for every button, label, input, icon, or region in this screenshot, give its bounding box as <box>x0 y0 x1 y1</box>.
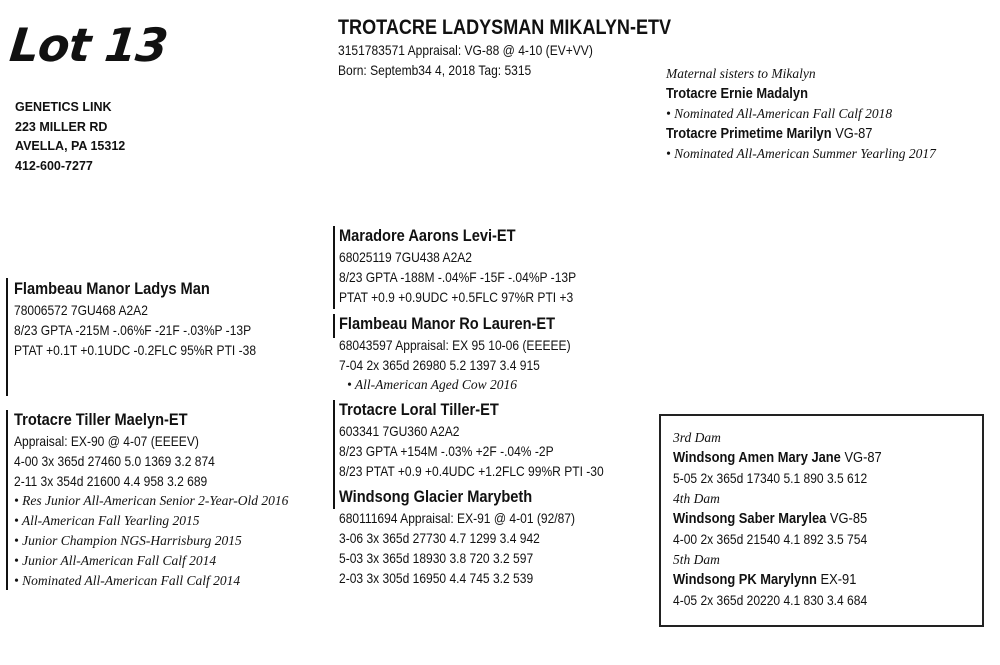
dam-note: • Junior All-American Fall Calf 2014 <box>14 553 217 568</box>
dam-dam-appraisal: 680111694 Appraisal: EX-91 @ 4-01 (92/87) <box>339 510 576 526</box>
dam-generation-score: VG-85 <box>826 510 868 527</box>
dam-generation-name <box>673 570 882 590</box>
sire-bracket-line <box>6 278 8 396</box>
sister-name <box>666 124 898 144</box>
sire-sire-id: 68025119 7GU438 A2A2 <box>339 249 473 265</box>
dam-dam-record: 5-03 3x 365d 18930 3.8 720 3.2 597 <box>339 550 534 566</box>
dam-dam-record: 2-03 3x 305d 16950 4.4 745 3.2 539 <box>339 570 534 586</box>
consignor-address: 223 MILLER RD <box>15 119 108 134</box>
consignor-phone: 412-600-7277 <box>15 158 93 173</box>
dam-generation-name-text: Windsong Amen Mary Jane <box>673 449 841 466</box>
consignor-block <box>15 98 125 176</box>
dam-generation-record: 5-05 2x 365d 17340 5.1 890 3.5 612 <box>673 470 868 486</box>
dam-generation-name <box>673 448 882 468</box>
dam-record: 2-11 3x 354d 21600 4.4 958 3.2 689 <box>14 473 208 489</box>
sire-sire-block <box>339 225 615 307</box>
animal-name: TROTACRE LADYSMAN MIKALYN-ETV <box>338 16 672 39</box>
dam-generation-name-text: Windsong PK Marylynn <box>673 571 817 588</box>
sire-dam-bracket-line <box>333 314 335 338</box>
dam-dam-bracket-line <box>333 487 335 509</box>
sire-sire-gpta: 8/23 GPTA -188M -.04%F -15F -.04%P -13P <box>339 269 577 285</box>
sire-name: Flambeau Manor Ladys Man <box>14 279 210 298</box>
dam-note: • All-American Fall Yearling 2015 <box>14 513 200 528</box>
dam-dam-block <box>339 486 613 588</box>
dam-note: • Nominated All-American Fall Calf 2014 <box>14 573 241 588</box>
dam-sire-id: 603341 7GU360 A2A2 <box>339 423 460 439</box>
lot-number: Lot 13 <box>7 18 170 72</box>
dam-generation-score: VG-87 <box>840 449 882 466</box>
dam-generation-name-text: Windsong Saber Marylea <box>673 510 827 527</box>
maternal-sisters <box>666 64 936 164</box>
sire-dam-name: Flambeau Manor Ro Lauren-ET <box>339 314 556 333</box>
sire-gpta: 8/23 GPTA -215M -.06%F -21F -.03%P -13P <box>14 322 252 338</box>
dam-generation-score: EX-91 <box>816 571 857 588</box>
dam-record: 4-00 3x 365d 27460 5.0 1369 3.2 874 <box>14 453 215 469</box>
dam-sire-bracket-line <box>333 400 335 492</box>
sister-score: VG-87 <box>831 125 873 142</box>
animal-birth-tag: Born: Septemb34 4, 2018 Tag: 5315 <box>338 62 532 78</box>
dam-block <box>14 409 288 591</box>
sire-dam-block <box>339 313 608 395</box>
sire-sire-bracket-line <box>333 226 335 309</box>
sire-id: 78006572 7GU468 A2A2 <box>14 302 148 318</box>
sister-note: • Nominated All-American Summer Yearling 2017 <box>666 146 936 161</box>
dam-note: • Res Junior All-American Senior 2-Year-Old 2016 <box>14 493 289 508</box>
sire-ptat: PTAT +0.1T +0.1UDC -0.2FLC 95%R PTI -38 <box>14 342 257 358</box>
sister-note: • Nominated All-American Fall Calf 2018 <box>666 106 893 121</box>
sister-name-text: Trotacre Primetime Marilyn <box>666 125 832 142</box>
dam-appraisal: Appraisal: EX-90 @ 4-07 (EEEEV) <box>14 433 199 449</box>
dam-name: Trotacre Tiller Maelyn-ET <box>14 410 188 429</box>
sire-dam-appraisal: 68043597 Appraisal: EX 95 10-06 (EEEEE) <box>339 337 571 353</box>
animal-id-appraisal: 3151783571 Appraisal: VG-88 @ 4-10 (EV+VV) <box>338 42 593 58</box>
sire-sire-name: Maradore Aarons Levi-ET <box>339 226 516 245</box>
dam-generation-label: 4th Dam <box>673 491 720 506</box>
dam-generation-label: 5th Dam <box>673 552 720 567</box>
dams-box <box>659 414 984 627</box>
dam-sire-name: Trotacre Loral Tiller-ET <box>339 400 499 419</box>
sister-name <box>666 84 898 104</box>
sister-name-text: Trotacre Ernie Madalyn <box>666 85 808 102</box>
dam-generation-label: 3rd Dam <box>673 430 721 445</box>
sire-sire-ptat: PTAT +0.9 +0.9UDC +0.5FLC 97%R PTI +3 <box>339 289 574 305</box>
dam-sire-block <box>339 399 647 481</box>
consignor-city: AVELLA, PA 15312 <box>15 139 126 153</box>
dam-note: • Junior Champion NGS-Harrisburg 2015 <box>14 533 242 548</box>
sisters-heading: Maternal sisters to Mikalyn <box>666 66 816 81</box>
dam-generation-record: 4-00 2x 365d 21540 4.1 892 3.5 754 <box>673 531 868 547</box>
sire-dam-record: 7-04 2x 365d 26980 5.2 1397 3.4 915 <box>339 357 540 373</box>
dam-sire-gpta: 8/23 GPTA +154M -.03% +2F -.04% -2P <box>339 443 554 459</box>
dam-dam-name: Windsong Glacier Marybeth <box>339 487 533 506</box>
dam-dam-record: 3-06 3x 365d 27730 4.7 1299 3.4 942 <box>339 530 540 546</box>
dam-bracket-line <box>6 410 8 590</box>
sire-dam-note: • All-American Aged Cow 2016 <box>347 377 517 392</box>
consignor-name: GENETICS LINK <box>15 100 112 114</box>
dam-sire-ptat: 8/23 PTAT +0.9 +0.4UDC +1.2FLC 99%R PTI -30 <box>339 463 604 479</box>
sire-block <box>14 278 295 360</box>
dam-generation-record: 4-05 2x 365d 20220 4.1 830 3.4 684 <box>673 592 868 608</box>
dam-generation-name <box>673 509 882 529</box>
